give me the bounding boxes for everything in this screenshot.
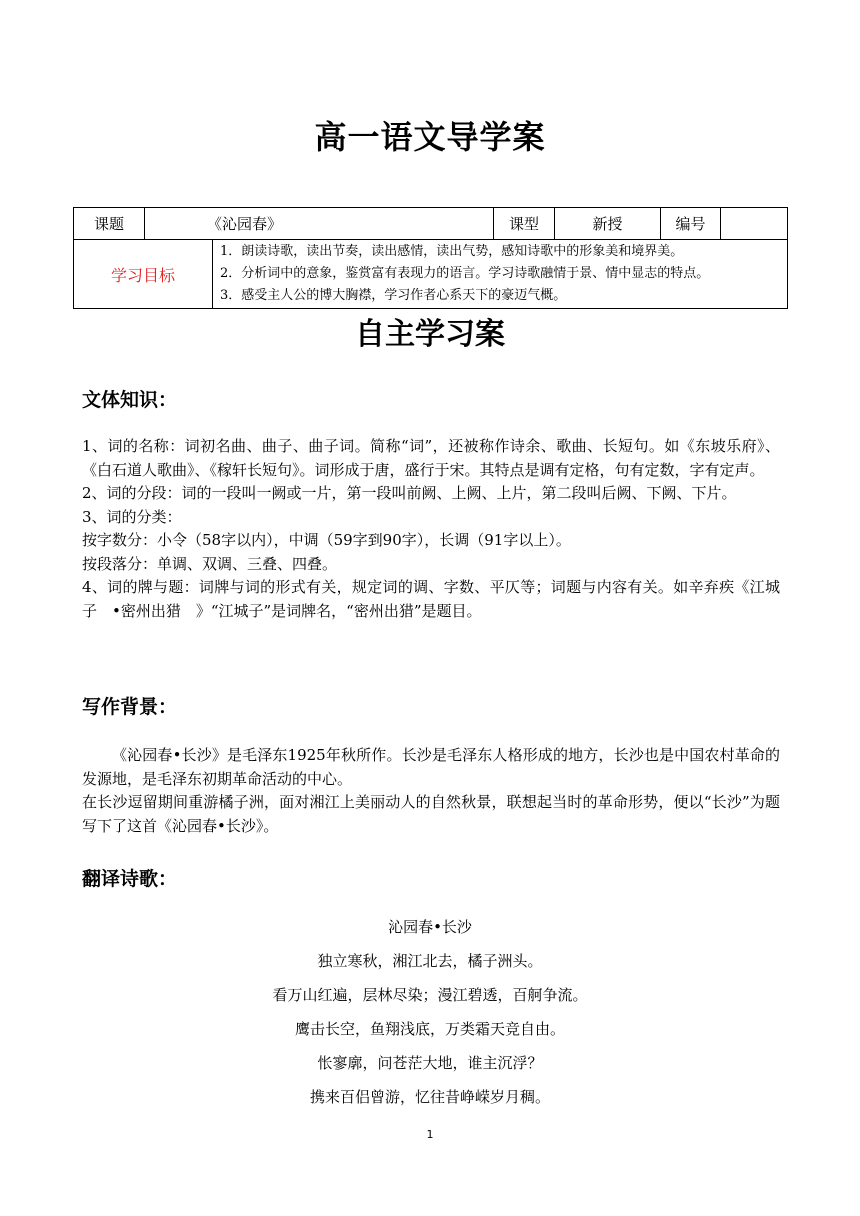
genre-heading: 文体知识：	[82, 389, 178, 411]
genre-paragraph: 1、词的名称：词初名曲、曲子、曲子词。简称“词”，还被称作诗余、歌曲、长短句。如《东坡乐府》、《白石道人歌曲》、《稼轩长短句》。词形成于唐，盛行于宋。其特点是调有定格，句有定数，字有定声。	[82, 437, 780, 479]
table-row	[74, 208, 788, 240]
poem-line: 独立寒秋，湘江北去，橘子洲头。	[317, 952, 543, 970]
genre-paragraph: 按段落分：单调、双调、三叠、四叠。	[82, 554, 338, 573]
goals-list	[213, 240, 788, 309]
genre-body	[82, 435, 780, 623]
page-title: 高一语文导学案	[314, 118, 546, 156]
type-label: 课型	[494, 208, 555, 240]
number-value	[721, 208, 788, 240]
type-value: 新授	[555, 208, 661, 240]
background-heading: 写作背景：	[82, 696, 178, 718]
section-title: 自主学习案	[355, 317, 505, 352]
poem	[0, 914, 860, 1118]
number-label: 编号	[661, 208, 721, 240]
goal-item: 3．感受主人公的博大胸襟，学习作者心系天下的豪迈气概。	[220, 288, 567, 303]
background-paragraph: 《沁园春•长沙》是毛泽东1925年秋所作。长沙是毛泽东人格形成的地方，长沙也是中国农村革命的发源地，是毛泽东初期革命活动的中心。	[82, 746, 780, 788]
lesson-info-table	[73, 207, 788, 309]
poem-line: 看万山红遍，层林尽染；漫江碧透，百舸争流。	[272, 986, 588, 1004]
genre-paragraph: 2、词的分段：词的一段叫一阙或一片，第一段叫前阙、上阙、上片，第二段叫后阙、下阙、下片。	[82, 484, 737, 502]
genre-paragraph: 3、词的分类：	[82, 507, 182, 526]
page-number: 1	[426, 1128, 434, 1141]
translation-heading: 翻译诗歌：	[82, 868, 178, 890]
background-body	[82, 744, 780, 838]
goal-item: 1．朗读诗歌，读出节奏，读出感情，读出气势，感知诗歌中的形象美和境界美。	[220, 244, 684, 259]
poem-title: 沁园春•长沙	[388, 918, 472, 936]
poem-line: 携来百侣曾游，忆往昔峥嵘岁月稠。	[309, 1088, 550, 1106]
background-paragraph: 在长沙逗留期间重游橘子洲，面对湘江上美丽动人的自然秋景，联想起当时的革命形势，便以“长沙”为题写下了这首《沁园春•长沙》。	[82, 793, 780, 835]
genre-paragraph: 按字数分：小令（58字以内），中调（59字到90字），长调（91字以上）。	[82, 531, 571, 549]
poem-line: 鹰击长空，鱼翔浅底，万类霜天竞自由。	[294, 1020, 565, 1038]
topic-value: 《沁园春》	[145, 208, 494, 240]
topic-label: 课题	[74, 208, 145, 240]
goal-item: 2．分析词中的意象，鉴赏富有表现力的语言。学习诗歌融情于景、情中显志的特点。	[220, 266, 710, 281]
poem-line: 怅寥廓，问苍茫大地，谁主沉浮？	[317, 1054, 543, 1072]
genre-paragraph: 4、词的牌与题：词牌与词的形式有关，规定词的调、字数、平仄等；词题与内容有关。如辛弃疾《江城子 •密州出猎 》“江城子”是词牌名，“密州出猎”是题目。	[82, 578, 780, 620]
table-row	[74, 240, 788, 309]
goals-label: 学习目标	[74, 240, 213, 309]
